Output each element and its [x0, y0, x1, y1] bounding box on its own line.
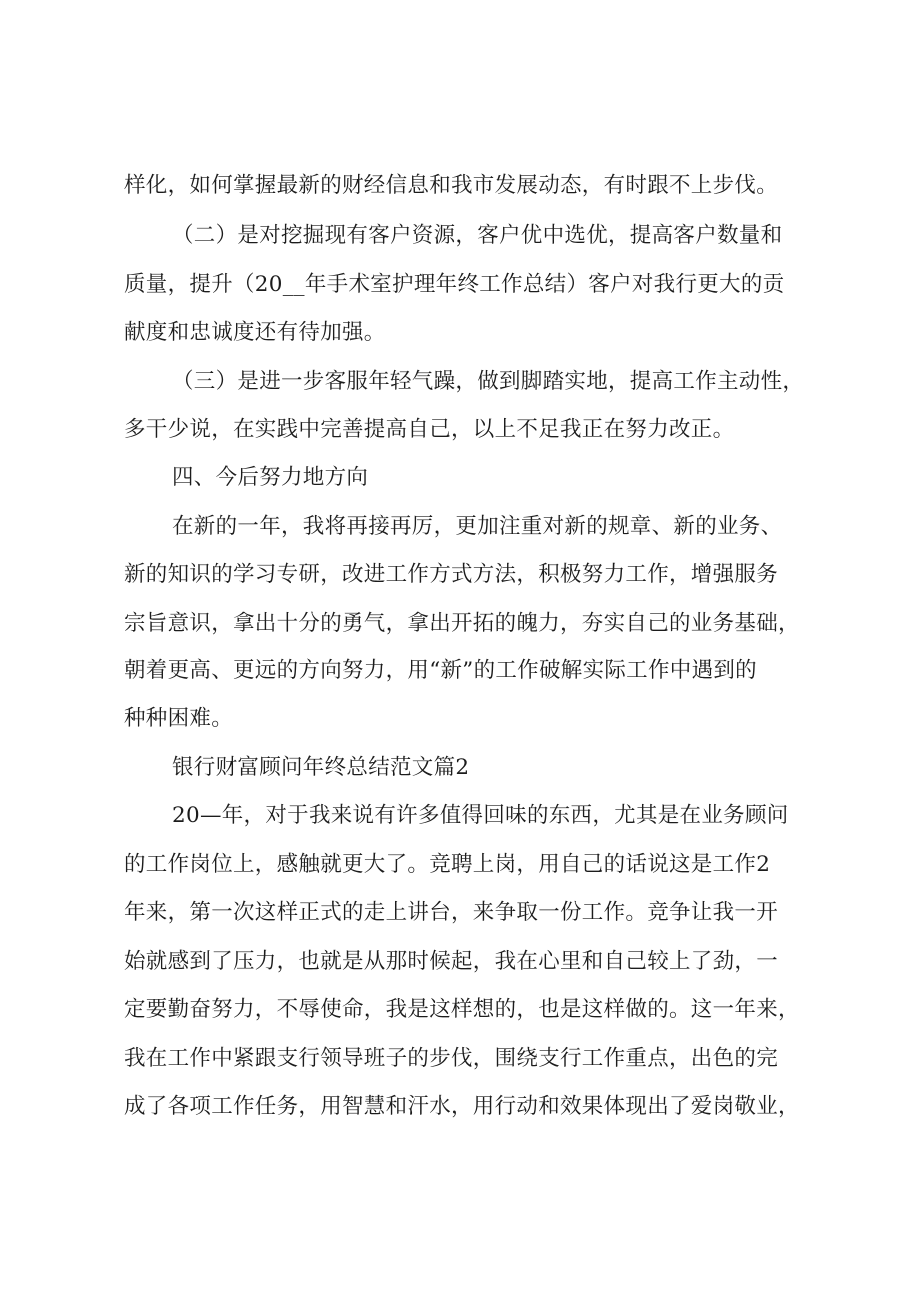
text-line: 朝着更高、更远的方向努力，用“新”的工作破解实际工作中遇到的: [124, 658, 757, 683]
text-line: 种种困难。: [124, 706, 234, 731]
text-line: 定要勤奋努力，不辱使命，我是这样想的，也是这样做的。这一年来，: [124, 997, 800, 1022]
text-line: 宗旨意识，拿出十分的勇气，拿出开拓的魄力，夯实自己的业务基础，: [124, 611, 800, 636]
paragraph-2-line-1: （二）是对挖掘现有客户资源，客户优中选优，提高客户数量和: [172, 223, 783, 248]
text-line: 我在工作中紧跟支行领导班子的步伐，围绕支行工作重点，出色的完: [124, 1046, 779, 1071]
text-line: 多干少说，在实践中完善提高自己，以上不足我正在努力改正。: [124, 417, 735, 442]
paragraph-3-line-1: （三）是进一步客服年轻气躁，做到脚踏实地，提高工作主动性，: [172, 369, 805, 394]
article-title: 银行财富顾问年终总结范文篇2: [172, 755, 470, 780]
paragraph-4-line-1: 在新的一年，我将再接再厉，更加注重对新的规章、新的业务、: [172, 514, 783, 539]
text-line: 年来，第一次这样正式的走上讲台，来争取一份工作。竞争让我一开: [124, 900, 779, 925]
text-line: 的工作岗位上，感触就更大了。竞聘上岗，用自己的话说这是工作2: [124, 852, 771, 877]
text-line: 献度和忠诚度还有待加强。: [124, 320, 386, 345]
text-line: 成了各项工作任务，用智慧和汗水，用行动和效果体现出了爱岗敬业，: [124, 1094, 800, 1119]
text-line: 样化，如何掌握最新的财经信息和我市发展动态，有时跟不上步伐。: [124, 173, 779, 198]
paragraph-5-line-1: 20—年，对于我来说有许多值得回味的东西，尤其是在业务顾问: [172, 803, 789, 828]
text-line: 质量，提升（20__年手术室护理年终工作总结）客户对我行更大的贡: [124, 272, 785, 297]
text-line: 始就感到了压力，也就是从那时候起，我在心里和自己较上了劲，一: [124, 949, 779, 974]
section-heading: 四、今后努力地方向: [172, 465, 369, 490]
text-line: 新的知识的学习专研，改进工作方式方法，积极努力工作，增强服务: [124, 562, 779, 587]
